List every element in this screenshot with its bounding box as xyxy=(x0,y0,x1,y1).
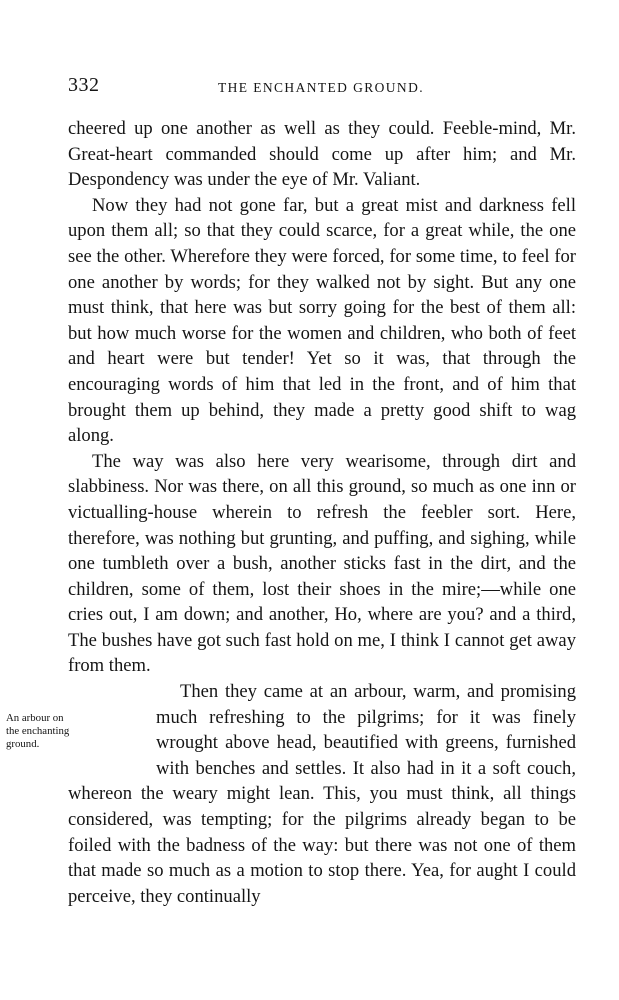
running-head: THE ENCHANTED GROUND. xyxy=(218,80,425,95)
margin-spacer xyxy=(68,679,156,705)
paragraph: cheered up one another as well as they could. Feeble-mind, Mr. Great-heart commanded should come up after him; and Mr. Despondency was under the eye of Mr. Valiant. xyxy=(68,118,576,191)
paragraph: Then they came at an arbour, warm, and promising much refreshing to the pilgrims; for it was finely wrought above head, beautified with greens, furnished with benches and settles. It also had in it a soft couch, whereon the weary might lean. This, you must think, all things considered, was tempting; for the pilgrims already began to be foiled with the badness of the way: but there was not one of them that made so much as a motion to stop there. Yea, for aught I could perceive, they continually xyxy=(68,681,576,907)
page-number: 332 xyxy=(68,74,100,96)
body-text xyxy=(68,116,576,909)
margin-note: An arbour on the enchanting ground. xyxy=(6,712,70,750)
paragraph-with-side-note xyxy=(68,679,576,909)
page-header xyxy=(68,74,576,100)
paragraph: The way was also here very wearisome, through dirt and slabbiness. Nor was there, on all this ground, so much as one inn or victualling-house wherein to refresh the feebler sort. Here, therefore, was nothing but grunting, and puffing, and sighing, while one tumbleth over a bush, another sticks fast in the dirt, and the children, some of them, lost their shoes in the mire;—while one cries out, I am down; and another, Ho, where are you? and a third, The bushes have got such fast hold on me, I think I cannot get away from them. xyxy=(68,450,576,677)
paragraph: Now they had not gone far, but a great mist and darkness fell upon them all; so that they could scarce, for a great while, the one see the other. Wherefore they were forced, for some time, to feel for one another by words; for they walked not by sight. But any one must think, that here was but sorry going for the best of them all: but how much worse for the women and children, who both of feet and heart were but tender! Yet so it was, that through the encouraging words of him that led in the front, and of him that brought them up behind, they made a pretty good shift to wag along. xyxy=(68,194,576,447)
